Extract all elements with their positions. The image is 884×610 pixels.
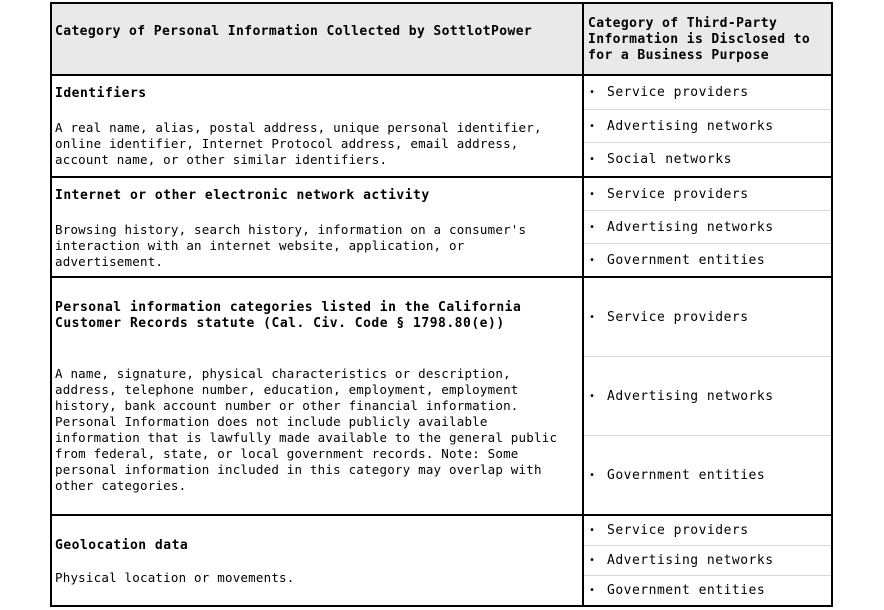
recipient-label: Advertising networks [607, 388, 774, 404]
bullet-icon: • [589, 120, 596, 132]
bullet-icon: • [589, 154, 596, 166]
list-item [584, 211, 831, 244]
category-cell-identifiers [52, 76, 584, 178]
category-title: Personal information categories listed in the California Customer Records statute (Cal. Civ. Code § 1798.80(e)) [55, 300, 522, 331]
header-personal-info-category [52, 4, 584, 76]
list-item [584, 357, 831, 436]
bullet-icon: • [589, 555, 596, 566]
header-right-text: Category of Third-Party Information is Disclosed to for a Business Purpose [588, 16, 811, 63]
category-description: A real name, alias, postal address, unique personal identifier, online identifier, Internet Protocol address, email address, account name, or other similar identifiers. [55, 120, 542, 167]
category-title: Geolocation data [55, 538, 189, 553]
list-item [584, 178, 831, 211]
disclosure-table [50, 2, 833, 607]
recipients-cell-california-records [584, 278, 831, 516]
list-item [584, 244, 831, 276]
header-third-party-category [584, 4, 831, 76]
bullet-icon: • [589, 390, 596, 402]
recipient-label: Service providers [607, 84, 749, 100]
category-description: Physical location or movements. [55, 570, 295, 585]
bullet-icon: • [589, 469, 596, 481]
recipient-label: Advertising networks [607, 118, 774, 134]
recipients-cell-network-activity [584, 178, 831, 278]
list-item [584, 76, 831, 110]
bullet-icon: • [589, 585, 596, 596]
bullet-icon: • [589, 86, 596, 98]
recipient-label: Government entities [607, 252, 766, 268]
bullet-icon: • [589, 311, 596, 323]
bullet-icon: • [589, 188, 596, 200]
recipient-label: Social networks [607, 152, 732, 168]
bullet-icon: • [589, 254, 596, 266]
category-cell-geolocation [52, 516, 584, 605]
recipient-label: Government entities [607, 467, 766, 483]
recipient-label: Service providers [607, 309, 749, 325]
bullet-icon: • [589, 221, 596, 233]
category-cell-california-records [52, 278, 584, 516]
list-item [584, 278, 831, 357]
list-item [584, 546, 831, 576]
recipients-cell-identifiers [584, 76, 831, 178]
category-cell-network-activity [52, 178, 584, 278]
list-item [584, 516, 831, 546]
bullet-icon: • [589, 525, 596, 536]
category-description: A name, signature, physical characteristics or description, address, telephone number, education, employment, employment history, bank account number or other financial information. Personal Information does not include publicly available information that is lawfully made available to the general public from federal, state, or local government records. Note: Some personal information included in this category may overlap with other categories. [55, 366, 558, 493]
recipient-label: Advertising networks [607, 553, 774, 568]
list-item [584, 436, 831, 514]
list-item [584, 110, 831, 144]
category-title: Identifiers [55, 86, 147, 101]
list-item [584, 576, 831, 605]
recipient-label: Service providers [607, 523, 749, 538]
list-item [584, 143, 831, 176]
recipient-label: Government entities [607, 583, 766, 598]
recipients-cell-geolocation [584, 516, 831, 605]
category-title: Internet or other electronic network activity [55, 188, 430, 203]
recipient-label: Advertising networks [607, 219, 774, 235]
category-description: Browsing history, search history, information on a consumer's interaction with an internet website, application, or advertisement. [55, 222, 527, 269]
recipient-label: Service providers [607, 186, 749, 202]
header-left-text: Category of Personal Information Collected by SottlotPower [55, 24, 533, 39]
